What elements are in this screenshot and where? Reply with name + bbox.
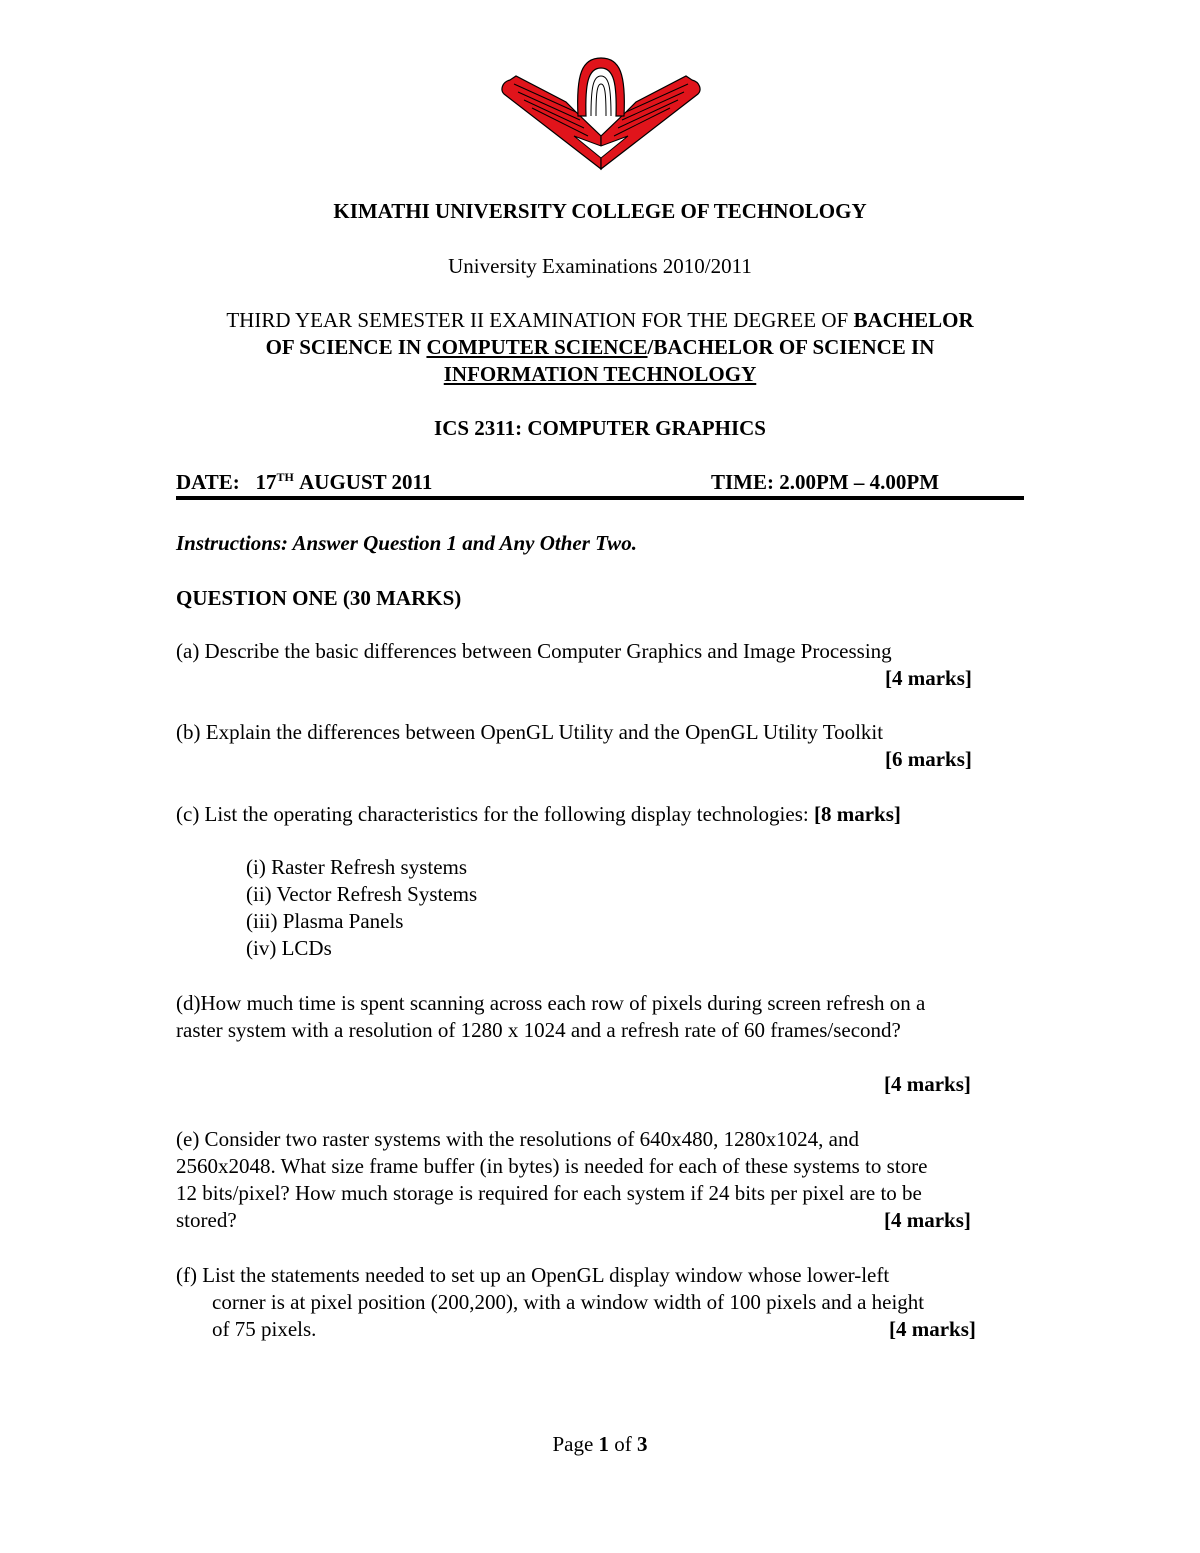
page-current: 1 bbox=[598, 1432, 610, 1456]
degree-line-3: INFORMATION TECHNOLOGY bbox=[443, 362, 757, 386]
list-item: (ii) Vector Refresh Systems bbox=[246, 882, 478, 906]
page-of: of bbox=[609, 1432, 638, 1456]
question-c-marks: [8 marks] bbox=[813, 802, 901, 826]
degree-line-2-cs: COMPUTER SCIENCE bbox=[426, 335, 648, 359]
course-title: ICS 2311: COMPUTER GRAPHICS bbox=[434, 416, 766, 440]
date-label: DATE: bbox=[176, 470, 240, 494]
page-prefix: Page bbox=[552, 1432, 599, 1456]
question-d-marks: [4 marks] bbox=[884, 1072, 971, 1096]
list-item: (i) Raster Refresh systems bbox=[246, 855, 468, 879]
degree-line-1-bold: BACHELOR bbox=[853, 308, 974, 332]
exam-session: University Examinations 2010/2011 bbox=[448, 254, 752, 278]
degree-line-2-c: /BACHELOR OF SCIENCE IN bbox=[647, 335, 935, 359]
degree-line-1 bbox=[0, 307, 1200, 334]
exam-time: TIME: 2.00PM – 4.00PM bbox=[711, 470, 940, 494]
question-b-marks: [6 marks] bbox=[885, 747, 972, 771]
question-f-marks: [4 marks] bbox=[889, 1317, 976, 1341]
question-e-marks: [4 marks] bbox=[884, 1208, 971, 1232]
question-one-title: QUESTION ONE (30 MARKS) bbox=[176, 586, 462, 610]
list-item: (iii) Plasma Panels bbox=[246, 909, 404, 933]
question-c-text bbox=[176, 801, 901, 828]
question-f-line-1: (f) List the statements needed to set up an OpenGL display window whose lower-left bbox=[176, 1263, 890, 1287]
question-f-line-2: corner is at pixel position (200,200), with a window width of 100 pixels and a height bbox=[212, 1290, 925, 1314]
question-e-line-3: 12 bits/pixel? How much storage is required for each system if 24 bits per pixel are to be bbox=[176, 1181, 922, 1205]
question-a-marks: [4 marks] bbox=[885, 666, 972, 690]
question-a-text: (a) Describe the basic differences between Computer Graphics and Image Processing bbox=[176, 639, 892, 663]
exam-date bbox=[176, 469, 432, 496]
question-f-line-3: of 75 pixels. bbox=[212, 1317, 317, 1341]
question-e-line-4: stored? bbox=[176, 1208, 237, 1232]
institution-name: KIMATHI UNIVERSITY COLLEGE OF TECHNOLOGY bbox=[333, 199, 867, 223]
degree-line-2 bbox=[0, 334, 1200, 361]
date-day: 17 bbox=[255, 470, 277, 494]
question-e-line-1: (e) Consider two raster systems with the resolutions of 640x480, 1280x1024, and bbox=[176, 1127, 859, 1151]
degree-line-2-a: OF SCIENCE IN bbox=[265, 335, 427, 359]
page-total: 3 bbox=[637, 1432, 648, 1456]
university-logo bbox=[496, 54, 706, 172]
question-d-line-2: raster system with a resolution of 1280 x 1024 and a refresh rate of 60 frames/second? bbox=[176, 1018, 901, 1042]
question-b-text: (b) Explain the differences between OpenGL Utility and the OpenGL Utility Toolkit bbox=[176, 720, 884, 744]
header-divider bbox=[176, 496, 1024, 500]
instructions: Instructions: Answer Question 1 and Any Other Two. bbox=[176, 531, 637, 555]
question-d-line-1: (d)How much time is spent scanning across each row of pixels during screen refresh on a bbox=[176, 991, 926, 1015]
date-month-year: AUGUST 2011 bbox=[299, 470, 433, 494]
question-c-prompt: (c) List the operating characteristics for the following display technologies: bbox=[176, 802, 809, 826]
degree-line-1-plain: THIRD YEAR SEMESTER II EXAMINATION FOR THE DEGREE OF bbox=[226, 308, 854, 332]
question-e-line-2: 2560x2048. What size frame buffer (in bytes) is needed for each of these systems to store bbox=[176, 1154, 928, 1178]
list-item: (iv) LCDs bbox=[246, 936, 332, 960]
date-suffix: TH bbox=[276, 470, 294, 484]
page-number bbox=[0, 1431, 1200, 1458]
